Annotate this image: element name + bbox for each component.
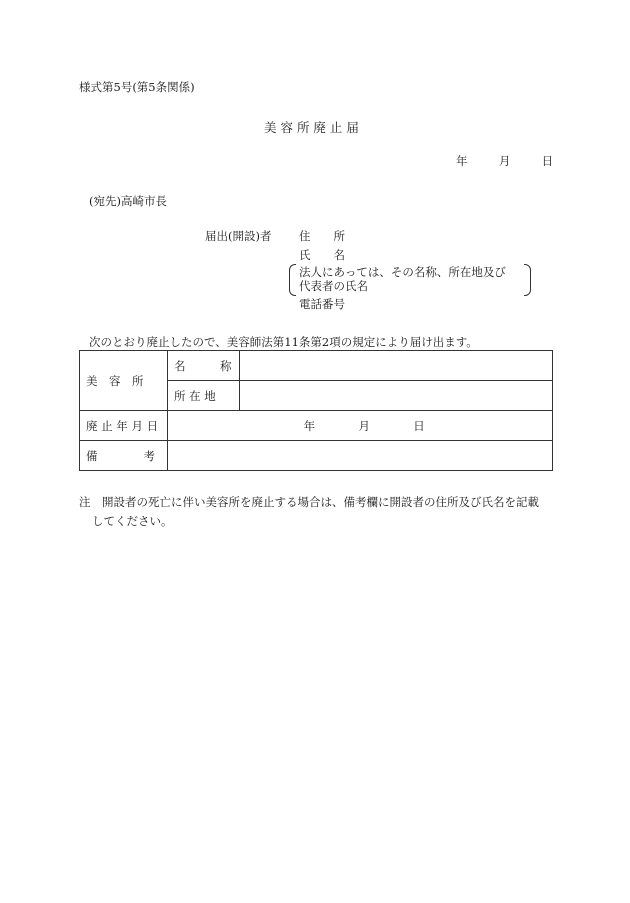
- salon-label: 美 容 所: [86, 373, 144, 388]
- addressee: (宛先)高崎市長: [89, 194, 167, 208]
- salon-name-label: 名 称: [174, 358, 232, 373]
- corporate-note-line1: 法人にあっては、その名称、所在地及び: [299, 265, 506, 279]
- salon-location-label: 所 在 地: [174, 388, 216, 403]
- corporate-note-line2: 代表者の氏名: [299, 279, 368, 293]
- table-row-salon-name: [80, 351, 553, 381]
- right-bracket: [524, 264, 531, 296]
- abolish-date-day: 日: [413, 418, 425, 433]
- name-label: 氏 名: [299, 248, 345, 262]
- abolish-date-label: 廃 止 年 月 日: [86, 418, 159, 433]
- salon-location-field[interactable]: [240, 381, 553, 411]
- remarks-field[interactable]: [168, 441, 553, 471]
- submission-date: [456, 155, 553, 169]
- form-table: [79, 350, 553, 471]
- abolish-date-label-cell: [80, 411, 168, 441]
- remarks-label-cell: [80, 441, 168, 471]
- page-title: 美 容 所 廃 止 届: [264, 120, 359, 135]
- intro-text: 次のとおり廃止したので、美容師法第11条第2項の規定により届け出ます。: [89, 335, 478, 349]
- salon-label-cell: [80, 351, 168, 411]
- salon-name-label-cell: [168, 351, 240, 381]
- remarks-label: 備 考: [86, 448, 155, 463]
- note-line1: 開設者の死亡に伴い美容所を廃止する場合は、備考欄に開設者の住所及び氏名を記載: [102, 495, 539, 509]
- address-label: 住 所: [299, 229, 345, 243]
- note-line2: してください。: [92, 514, 173, 528]
- phone-label: 電話番号: [299, 297, 345, 311]
- form-number: 様式第5号(第5条関係): [79, 80, 195, 94]
- table-row-remarks: [80, 441, 553, 471]
- salon-location-label-cell: [168, 381, 240, 411]
- date-year-label: 年: [456, 154, 468, 168]
- left-bracket: [289, 264, 296, 296]
- abolish-date-month: 月: [358, 418, 370, 433]
- applicant-role-label: 届出(開設)者: [205, 229, 272, 243]
- abolish-date-year: 年: [303, 418, 316, 433]
- date-month-label: 月: [498, 154, 511, 168]
- table-row-abolish-date: [80, 411, 553, 441]
- abolish-date-field[interactable]: [168, 411, 553, 441]
- note-marker: 注: [79, 495, 91, 509]
- salon-name-field[interactable]: [240, 351, 553, 381]
- date-day-label: 日: [541, 154, 554, 168]
